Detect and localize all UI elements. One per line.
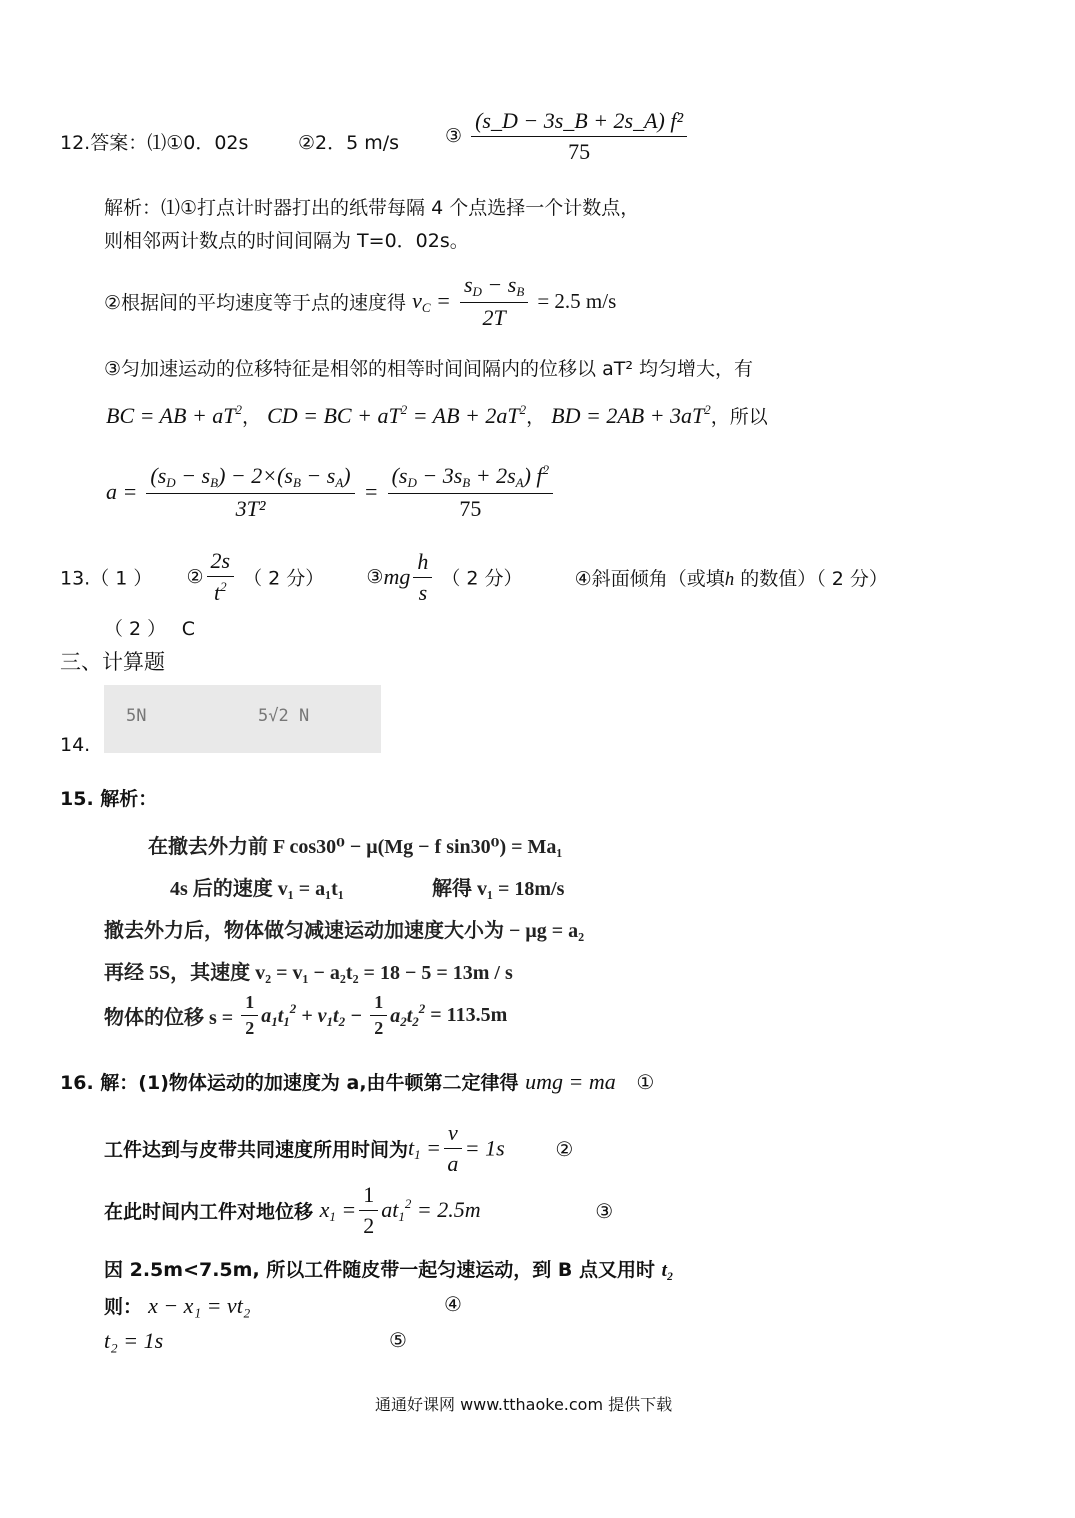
q14-value-2: 5√2 N [258,706,310,726]
q12-explanation-line2: 则相邻两计数点的时间间隔为 T=0．02s。 [104,230,469,252]
q15-solution-image [104,820,664,1040]
q12-answer-3-label: ③ [445,125,463,147]
q12-explanation-line1: 解析：⑴①打点计时器打出的纸带每隔 4 个点选择一个计数点， [104,197,640,219]
q16-line5: 则： x − x₁ = vt₂ [104,1293,251,1318]
q14-value-1: 5N [126,706,147,726]
q16-line2: 工件达到与皮带共同速度所用时间为$t_1$ = $\frac{v}{a}$ = 1s ② [104,1120,574,1176]
q13-part3: ③ [366,566,384,588]
q12-answer-header: 12.答案：⑴①0．02s [60,132,249,154]
q12-line3-result: = 2.5 m/s [537,289,617,313]
q12-explanation-line3: ②根据间的平均速度等于点的速度得 $v_C$ = $\frac{s_D - s_B}{2T}$ = 2.5 m/s [104,272,617,330]
q16-marker-3: ③ [595,1198,614,1223]
q12-line5-tail: ，所以 [710,406,768,428]
q15-line4: 再经 5S，其速度 v₂ = v₁ − a₂t₂ = 18 − 5 = 13m / s [104,962,513,984]
q15-line5: 物体的位移 s = $\frac{1}{2}$ $a_1t_1^2 + v_1t_2$ − $\frac{1}{2}$ $a_2t_2^2 = 113.5m$ [104,992,508,1038]
q16-eq4: x − x₁ = vt₂ [148,1293,251,1318]
q12-final-den1: 3T² [235,495,266,521]
section-3-title: 三、计算题 [60,650,165,674]
q16-line3: 在此时间内工件对地位移 $x_1$ = $\frac{1}{2}$ $at_1^2 = 2.5m$ ③ [104,1182,614,1238]
q13-score-3: （ 2 分） [441,567,523,590]
q12-answer-3-denominator: 75 [568,139,591,164]
q14-answer-image [104,685,381,753]
q16-t2: t₂ [661,1260,674,1281]
q15-label: 15. [60,788,94,810]
q12-answer-3 [445,108,690,165]
q16-marker-2: ② [555,1136,574,1161]
q13-line1: 13.（ 1 ） ② $\frac{2s}{t^2}$ （ 2 分） ③mg $\frac{h}{s}$ （ 2 分） ④斜面倾角（或填h 的数值）（ 2 分） [60,548,888,605]
q12-answer-3-numerator: (s_D − 3s_B + 2s_A) f² [471,108,687,137]
q13-label: 13.（ 1 ） [60,567,153,590]
q16-line4: 因 2.5m<7.5m, 所以工件随皮带一起匀速运动，到 B 点又用时 t₂ [104,1259,674,1281]
q15-title: 解析： [100,788,158,810]
q16-marker-4: ④ [444,1292,462,1316]
q16-line1-text: 解：(1)物体运动的加速度为 a,由牛顿第二定律得 [100,1072,519,1094]
q12-explanation-line5: BC = AB + $aT^2$， CD = BC + $aT^2$ = AB + $2aT^2$， BD = $2AB + 3aT^2$，所以 [106,402,768,428]
q12-final-formula: a = $\frac{(s_D - s_B) - 2\times(s_B - s_A)}{\text{3T²}}$ = $\frac{(s_D - 3s_B + 2s_A) f^2}{75}$ [106,462,556,522]
q13-line2: （ 2 ） C [104,618,195,640]
q16-eq5: t₂ = 1s [104,1328,164,1353]
q13-score-2: （ 2 分） [243,567,325,590]
q13-part2: ② [186,566,204,588]
q16-label: 16. [60,1072,94,1094]
q16-line1 [60,1068,654,1095]
footer-credit: 通通好课网 www.tthaoke.com 提供下载 [375,1395,673,1414]
q12-line3-text: ②根据间的平均速度等于点的速度得 [104,292,407,314]
q13-part4: ④斜面倾角（或填h 的数值）（ 2 分） [574,567,888,590]
q15-line1: 在撤去外力前 F cos30⁰ − μ(Mg − f sin30⁰) = Ma₁ [148,836,563,858]
q16-marker-5: ⑤ [389,1328,407,1352]
q15-line2b: 解得 v₁ = 18m/s [432,878,565,900]
q12-final-den2: 75 [459,496,482,521]
q15-header [60,784,157,811]
q16-eq1: umg = ma [525,1069,616,1094]
q14-label: 14. [60,734,91,756]
q12-answer-2: ②2．5 m/s [298,132,400,154]
q15-line2a: 4s 后的速度 v₁ = a₁t₁ [170,878,344,900]
q15-line3: 撤去外力后，物体做匀减速运动加速度大小为 − μg = a₂ [104,920,585,942]
q12-explanation-line4: ③匀加速运动的位移特征是相邻的相等时间间隔内的位移以 aT² 均匀增大，有 [104,358,753,380]
q16-marker-1: ① [636,1070,655,1094]
